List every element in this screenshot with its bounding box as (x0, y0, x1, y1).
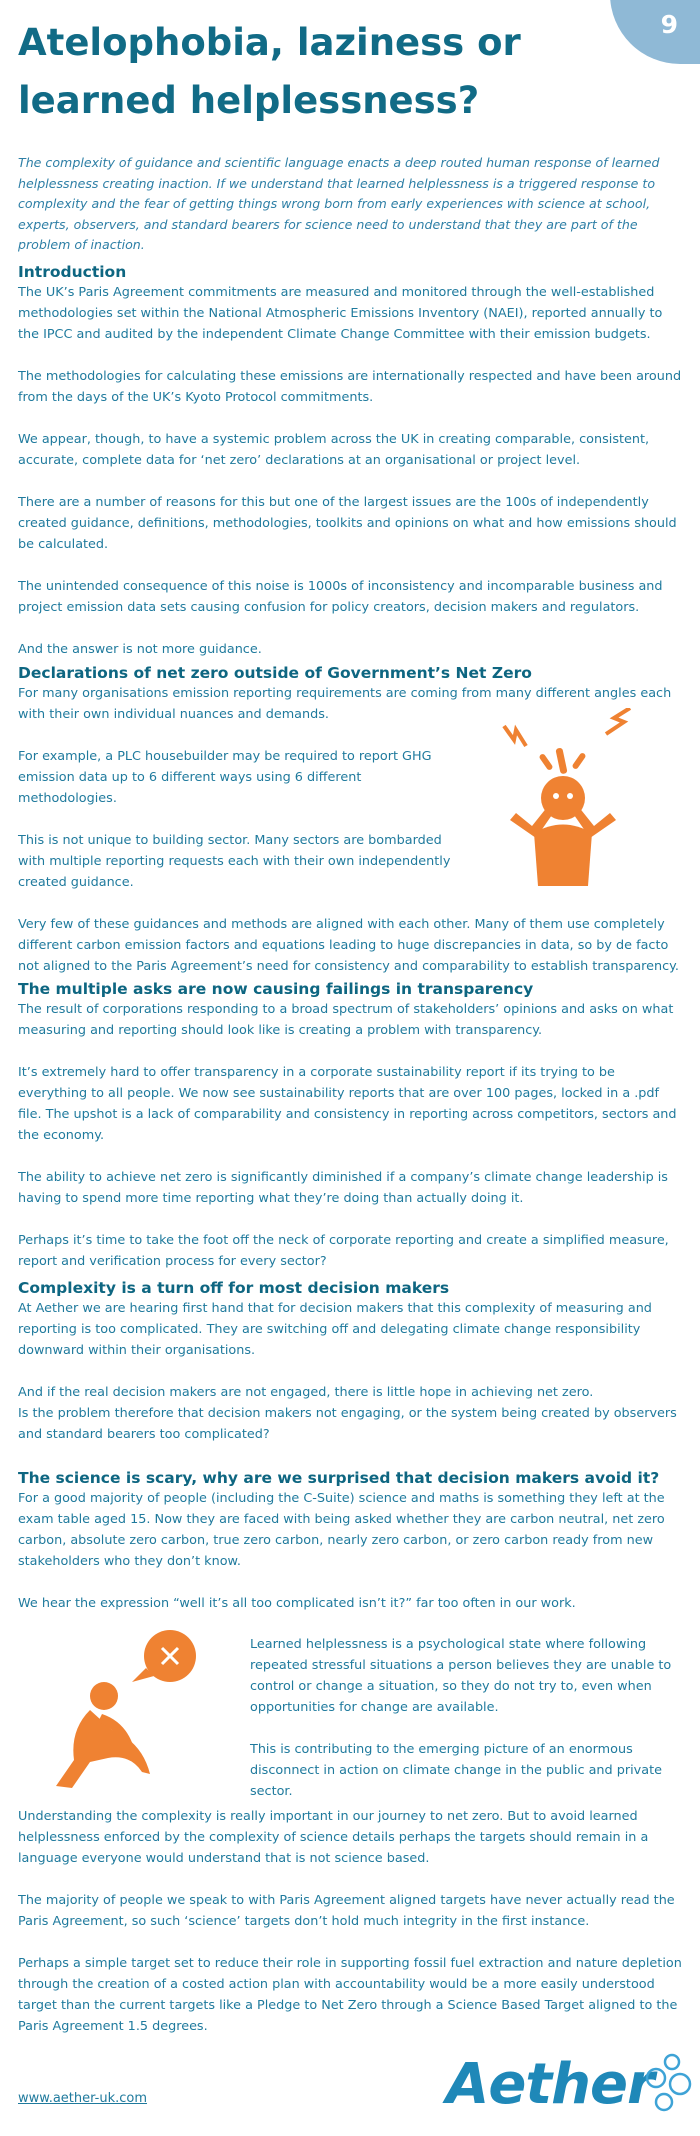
paragraph: Very few of these guidances and methods are aligned with each other. Many of them use completely different carbon emission factors and equations leading to huge discrepancies in data, so by de facto not aligned to the Paris Agreement’s need for consistency and comparability to establish transparency. (18, 917, 679, 974)
paragraph: The majority of people we speak to with Paris Agreement aligned targets have never actually read the Paris Agreement, so such ‘science’ targets don’t hold much integrity in the first instance. (18, 1893, 675, 1929)
intro-paragraph: The complexity of guidance and scientific language enacts a deep routed human response of learned helplessness creating inaction. If we understand that learned helplessness is a triggered response to complexity and the fear of getting things wrong born from early experiences with science at school, experts, observers, and standard bearers for science need to understand that they are part of the problem of inaction. (18, 155, 660, 252)
section-heading: Complexity is a turn off for most decision makers (18, 1279, 450, 1297)
paragraph: Understanding the complexity is really important in our journey to net zero. But to avoid learned helplessness enforced by the complexity of science details perhaps the targets should remain in a language everyone would understand that is not science based. (18, 1809, 649, 1866)
section-heading: Declarations of net zero outside of Government’s Net Zero (18, 664, 532, 682)
logo-bubbles-icon (636, 2050, 696, 2120)
paragraph: At Aether we are hearing first hand that for decision makers that this complexity of measuring and reporting is too complicated. They are switching off and delegating climate change responsibility downward within their organisations. (18, 1301, 652, 1358)
paragraph: And the answer is not more guidance. (18, 642, 262, 657)
paragraph: It’s extremely hard to offer transparency in a corporate sustainability report if its trying to be everything to all people. We now see sustainability reports that are over 100 pages, locked in a .pdf file. The upshot is a lack of comparability and consistency in reporting across competitors, sectors and the economy. (18, 1065, 677, 1143)
section-transparency (18, 979, 682, 1272)
section-science-continued (18, 1806, 682, 2037)
paragraph: Learned helplessness is a psychological state where following repeated stressful situations a person believes they are unable to control or change a situation, so they do not try to, even when opportunities for change are available. (250, 1637, 672, 1715)
section-heading: The multiple asks are now causing failings in transparency (18, 980, 534, 998)
paragraph: There are a number of reasons for this but one of the largest issues are the 100s of independently created guidance, definitions, methodologies, toolkits and opinions on what and how emissions should be calculated. (18, 495, 677, 552)
paragraph: This is contributing to the emerging picture of an enormous disconnect in action on climate change in the public and private sector. (250, 1742, 662, 1799)
page-corner-tab (610, 0, 700, 64)
paragraph: The result of corporations responding to a broad spectrum of stakeholders’ opinions and asks on what measuring and reporting should look like is creating a problem with transparency. (18, 1002, 674, 1038)
paragraph: The unintended consequence of this noise is 1000s of inconsistency and incomparable business and project emission data sets causing confusion for policy creators, decision makers and regulators. (18, 579, 663, 615)
aether-logo: Aether (446, 2052, 654, 2117)
website-link[interactable]: www.aether-uk.com (18, 2091, 148, 2106)
page-number: 9 (660, 10, 678, 39)
page-title: Atelophobia, laziness or learned helplessness? (18, 21, 521, 122)
section-heading: Introduction (18, 263, 127, 281)
paragraph: The UK’s Paris Agreement commitments are measured and monitored through the well-established methodologies set within the National Atmospheric Emissions Inventory (NAEI), reported annually to the IPCC and audited by the independent Climate Change Committee with their emission budgets. (18, 285, 663, 342)
paragraph: Perhaps it’s time to take the foot off the neck of corporate reporting and create a simplified measure, report and verification process for every sector? (18, 1233, 669, 1269)
paragraph: This is not unique to building sector. Many sectors are bombarded with multiple reporting requests each with their own independently created guidance. (18, 833, 451, 890)
paragraph: Is the problem therefore that decision makers not engaging, or the system being created by observers and standard bearers too complicated? (18, 1406, 677, 1442)
paragraph: For a good majority of people (including the C-Suite) science and maths is something they left at the exam table aged 15. Now they are faced with being asked whether they are carbon neutral, net zero carbon, absolute zero carbon, true zero carbon, nearly zero carbon, or zero carbon ready from new stakeholders who they don’t know. (18, 1491, 665, 1569)
paragraph: We hear the expression “well it’s all too complicated isn’t it?” far too often in our work. (18, 1596, 576, 1611)
section-heading: The science is scary, why are we surprised that decision makers avoid it? (18, 1469, 660, 1487)
paragraph: Perhaps a simple target set to reduce their role in supporting fossil fuel extraction and nature depletion through the creation of a costed action plan with accountability would be a more easily understood target than the current targets like a Pledge to Net Zero through a Science Based Target aligned to the Paris Agreement 1.5 degrees. (18, 1956, 682, 2034)
learned-helplessness-sidebar (250, 1634, 682, 1802)
paragraph: And if the real decision makers are not engaged, there is little hope in achieving net zero. (18, 1385, 594, 1400)
section-science (18, 1468, 682, 1614)
paragraph: For many organisations emission reporting requirements are coming from many different angles each with their own individual nuances and demands. (18, 686, 672, 722)
sad-sitting-person-icon (50, 1630, 210, 1790)
paragraph: The methodologies for calculating these emissions are internationally respected and have been around from the days of the UK’s Kyoto Protocol commitments. (18, 369, 682, 405)
paragraph: For example, a PLC housebuilder may be required to report GHG emission data up to 6 different ways using 6 different methodologies. (18, 749, 432, 806)
section-complexity (18, 1278, 682, 1445)
stressed-person-icon (496, 708, 646, 888)
section-introduction (18, 262, 682, 660)
paragraph: We appear, though, to have a systemic problem across the UK in creating comparable, consistent, accurate, complete data for ‘net zero’ declarations at an organisational or project level. (18, 432, 650, 468)
paragraph: The ability to achieve net zero is significantly diminished if a company’s climate change leadership is having to spend more time reporting what they’re doing than actually doing it. (18, 1170, 668, 1206)
